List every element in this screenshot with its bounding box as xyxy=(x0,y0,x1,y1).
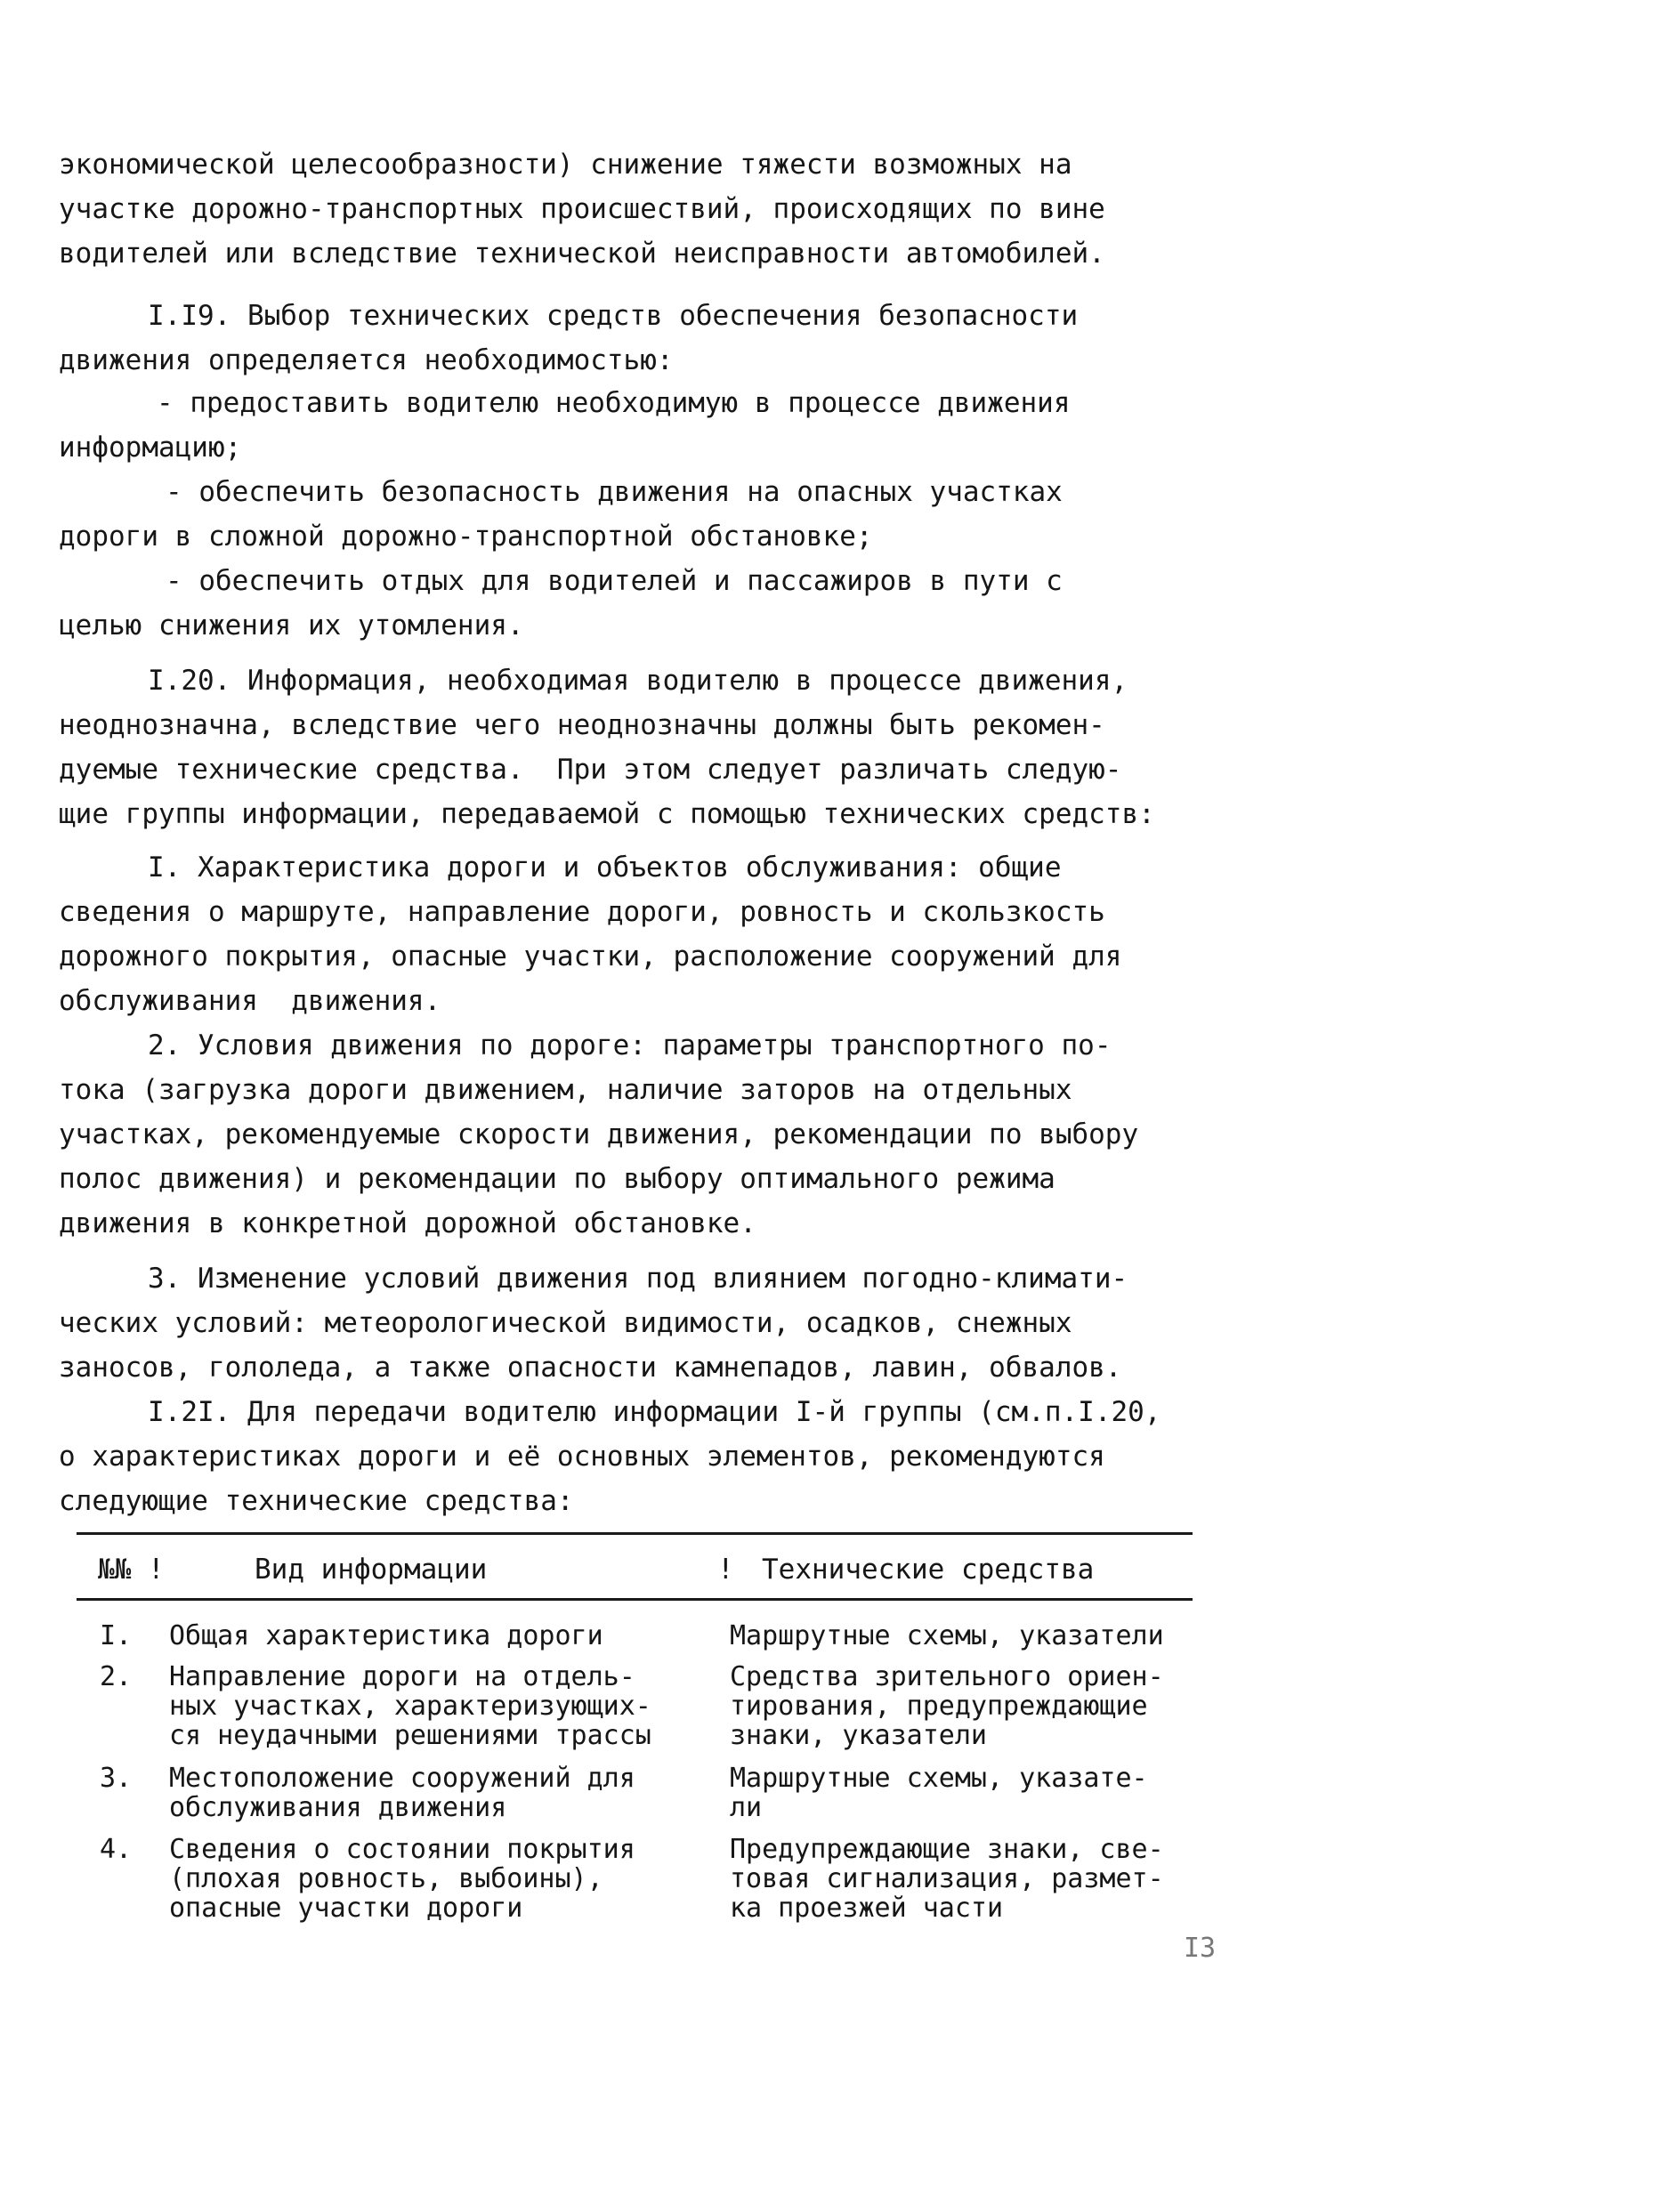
text-line: дороги в сложной дорожно-транспортной обстановке; xyxy=(59,521,873,553)
text-line: I. Характеристика дороги и объектов обслуживания: общие xyxy=(148,852,1062,884)
info-group-1 xyxy=(59,845,1251,1023)
header-means: Технические средства xyxy=(762,1554,1095,1586)
text-line: 3. Изменение условий движения под влиянием погодно-климати- xyxy=(148,1263,1128,1295)
text-line: целью снижения их утомления. xyxy=(59,610,524,642)
row-means xyxy=(730,1764,1148,1822)
row-info xyxy=(169,1662,651,1750)
text-line: участках, рекомендуемые скорости движения, рекомендации по выбору xyxy=(59,1118,1139,1150)
text-line: 2. Условия движения по дороге: параметры транспортного по- xyxy=(148,1029,1112,1062)
text-line: участке дорожно-транспортных происшествий, происходящих по вине xyxy=(59,193,1105,225)
info-group-3 xyxy=(59,1256,1251,1390)
text-line: следующие технические средства: xyxy=(59,1485,574,1517)
cell-line: ли xyxy=(730,1792,763,1823)
cell-line: тирования, предупреждающие xyxy=(730,1691,1148,1722)
text-line: о характеристиках дороги и её основных элементов, рекомендуются xyxy=(59,1441,1105,1473)
row-info xyxy=(169,1835,635,1923)
text-line: заносов, гололеда, а также опасности камнепадов, лавин, обвалов. xyxy=(59,1352,1122,1384)
text-line: экономической целесообразности) снижение тяжести возможных на xyxy=(59,149,1072,181)
text-line: обслуживания движения. xyxy=(59,985,441,1017)
cell-line: ных участках, характеризующих- xyxy=(169,1691,651,1722)
table-top-rule xyxy=(77,1532,1193,1535)
cell-line: Общая характеристика дороги xyxy=(169,1620,603,1651)
cell-line: Местоположение сооружений для xyxy=(169,1763,635,1794)
list-item: - обеспечить безопасность движения на опасных участках xyxy=(166,476,1063,508)
cell-line: Средства зрительного ориен- xyxy=(730,1661,1164,1692)
header-separator: ! xyxy=(717,1554,734,1586)
row-info xyxy=(169,1764,635,1822)
text-line: ческих условий: метеорологической видимости, осадков, снежных xyxy=(59,1307,1072,1339)
row-number: I. xyxy=(100,1620,133,1651)
text-line: водителей или вследствие технической неисправности автомобилей. xyxy=(59,238,1105,270)
cell-line: Маршрутные схемы, указатели xyxy=(730,1620,1164,1651)
text-line: дуемые технические средства. При этом следует различать следую- xyxy=(59,754,1122,786)
text-line: полос движения) и рекомендации по выбору оптимального режима xyxy=(59,1163,1055,1195)
row-number: 3. xyxy=(100,1763,133,1794)
table-header-rule xyxy=(77,1598,1193,1601)
info-group-2 xyxy=(59,1023,1251,1246)
text-line: щие группы информации, передаваемой с помощью технических средств: xyxy=(59,798,1155,830)
page-number: I3 xyxy=(1184,1933,1217,1964)
row-info xyxy=(169,1621,603,1651)
list-item: - обеспечить отдых для водителей и пассажиров в пути с xyxy=(166,565,1063,597)
text-line: I.2I. Для передачи водителю информации I-й группы (см.п.I.20, xyxy=(148,1396,1161,1428)
row-number: 4. xyxy=(100,1834,133,1865)
cell-line: Предупреждающие знаки, све- xyxy=(730,1834,1164,1865)
cell-line: Сведения о состоянии покрытия xyxy=(169,1834,635,1865)
text-line: движения определяется необходимостью: xyxy=(59,344,674,376)
text-line: сведения о маршруте, направление дороги, ровность и скользкость xyxy=(59,896,1105,928)
paragraph-1-19 xyxy=(59,294,1251,383)
cell-line: Направление дороги на отдель- xyxy=(169,1661,635,1692)
paragraph-1-20 xyxy=(59,658,1251,836)
row-means xyxy=(730,1835,1164,1923)
list-item: - предоставить водителю необходимую в процессе движения xyxy=(157,387,1071,419)
paragraph-continuation xyxy=(59,142,1251,276)
cell-line: знаки, указатели xyxy=(730,1720,987,1751)
paragraph-1-21 xyxy=(59,1390,1251,1523)
cell-line: ся неудачными решениями трассы xyxy=(169,1720,651,1751)
text-line: информацию; xyxy=(59,432,242,464)
cell-line: (плохая ровность, выбоины), xyxy=(169,1863,603,1894)
text-line: дорожного покрытия, опасные участки, расположение сооружений для xyxy=(59,941,1122,973)
text-line: движения в конкретной дорожной обстановке. xyxy=(59,1207,756,1239)
cell-line: товая сигнализация, размет- xyxy=(730,1863,1164,1894)
row-means xyxy=(730,1621,1164,1651)
cell-line: ка проезжей части xyxy=(730,1893,1004,1924)
text-line: неоднозначна, вследствие чего неоднозначны должны быть рекомен- xyxy=(59,709,1105,741)
cell-line: обслуживания движения xyxy=(169,1792,507,1823)
row-number: 2. xyxy=(100,1661,133,1692)
requirements-list xyxy=(59,381,1251,648)
row-means xyxy=(730,1662,1164,1750)
cell-line: опасные участки дороги xyxy=(169,1893,523,1924)
text-line: I.I9. Выбор технических средств обеспечения безопасности xyxy=(148,300,1079,332)
cell-line: Маршрутные схемы, указате- xyxy=(730,1763,1148,1794)
text-line: I.20. Информация, необходимая водителю в процессе движения, xyxy=(148,665,1128,697)
header-info: Вид информации xyxy=(255,1554,488,1586)
text-line: тока (загрузка дороги движением, наличие заторов на отдельных xyxy=(59,1074,1072,1106)
header-num: №№ ! xyxy=(98,1554,165,1586)
